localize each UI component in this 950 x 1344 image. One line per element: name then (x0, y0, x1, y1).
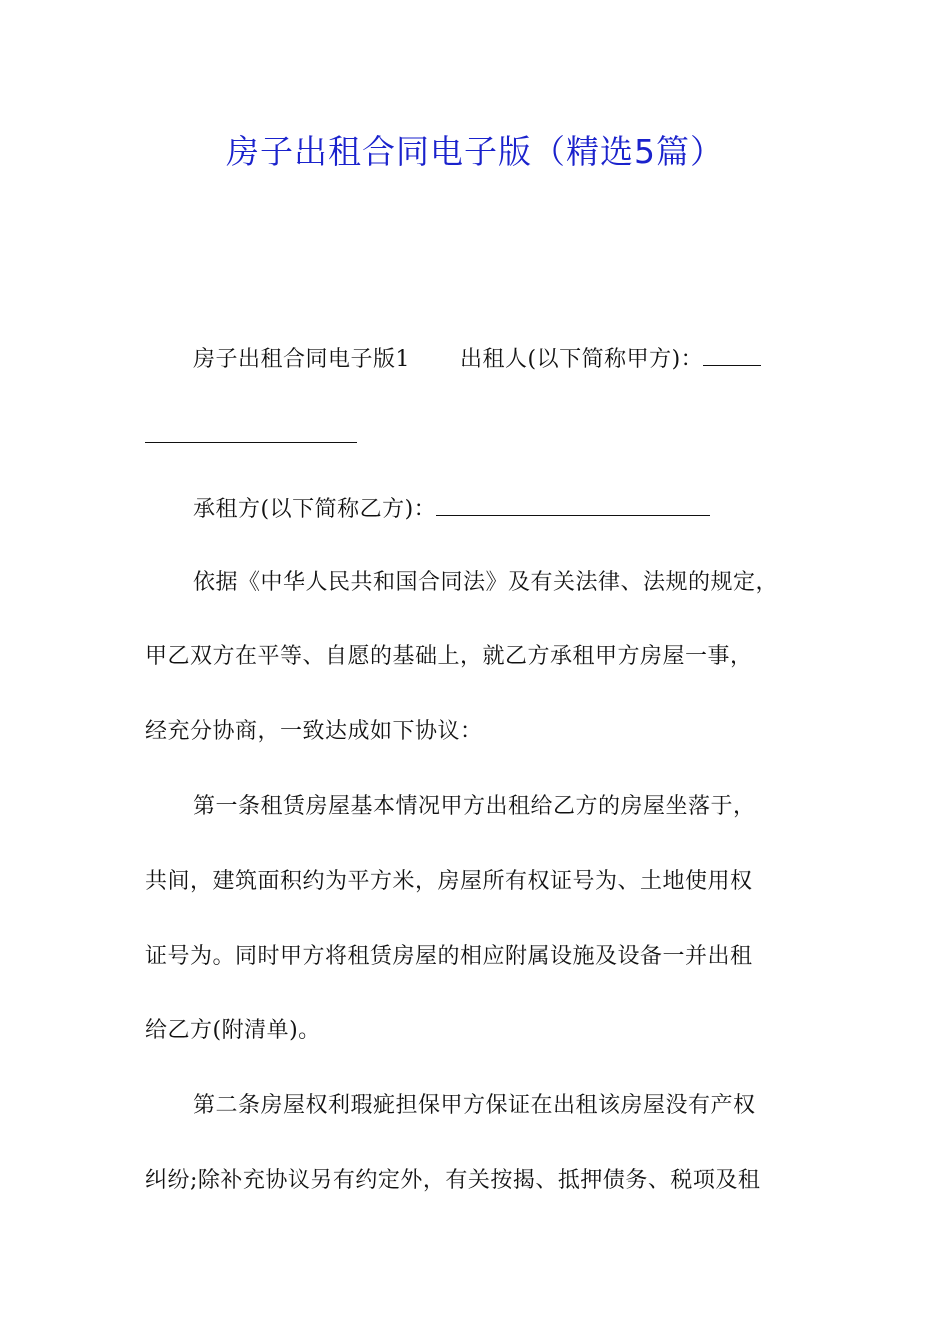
paragraph-line: 第一条租赁房屋基本情况甲方出租给乙方的房屋坐落于， (193, 794, 756, 819)
lessee-label: 承租方(以下简称乙方)： (193, 497, 437, 522)
lessee-line (193, 493, 710, 527)
paragraph-line: 纠纷;除补充协议另有约定外，有关按揭、抵押债务、税项及租 (145, 1168, 761, 1193)
paragraph-line: 甲乙双方在平等、自愿的基础上，就乙方承租甲方房屋一事， (145, 644, 753, 669)
lessor-blank-continued (145, 442, 357, 443)
section-heading: 房子出租合同电子版1 (193, 347, 410, 372)
document-title: 房子出租合同电子版（精选5篇） (226, 132, 724, 171)
paragraph-line: 共间，建筑面积约为平方米，房屋所有权证号为、土地使用权 (145, 869, 753, 894)
paragraph-line: 给乙方(附清单)。 (145, 1018, 321, 1043)
paragraph-line: 经充分协商，一致达成如下协议： (145, 719, 483, 744)
lessee-blank (436, 493, 710, 516)
lessor-label: 出租人(以下简称甲方)： (460, 347, 704, 372)
lessor-blank (703, 343, 761, 366)
paragraph-line: 依据《中华人民共和国合同法》及有关法律、法规的规定， (193, 570, 779, 595)
paragraph-line: 证号为。同时甲方将租赁房屋的相应附属设施及设备一并出租 (145, 944, 753, 969)
lessor-line (193, 343, 761, 377)
paragraph-line: 第二条房屋权利瑕疵担保甲方保证在出租该房屋没有产权 (193, 1093, 756, 1118)
